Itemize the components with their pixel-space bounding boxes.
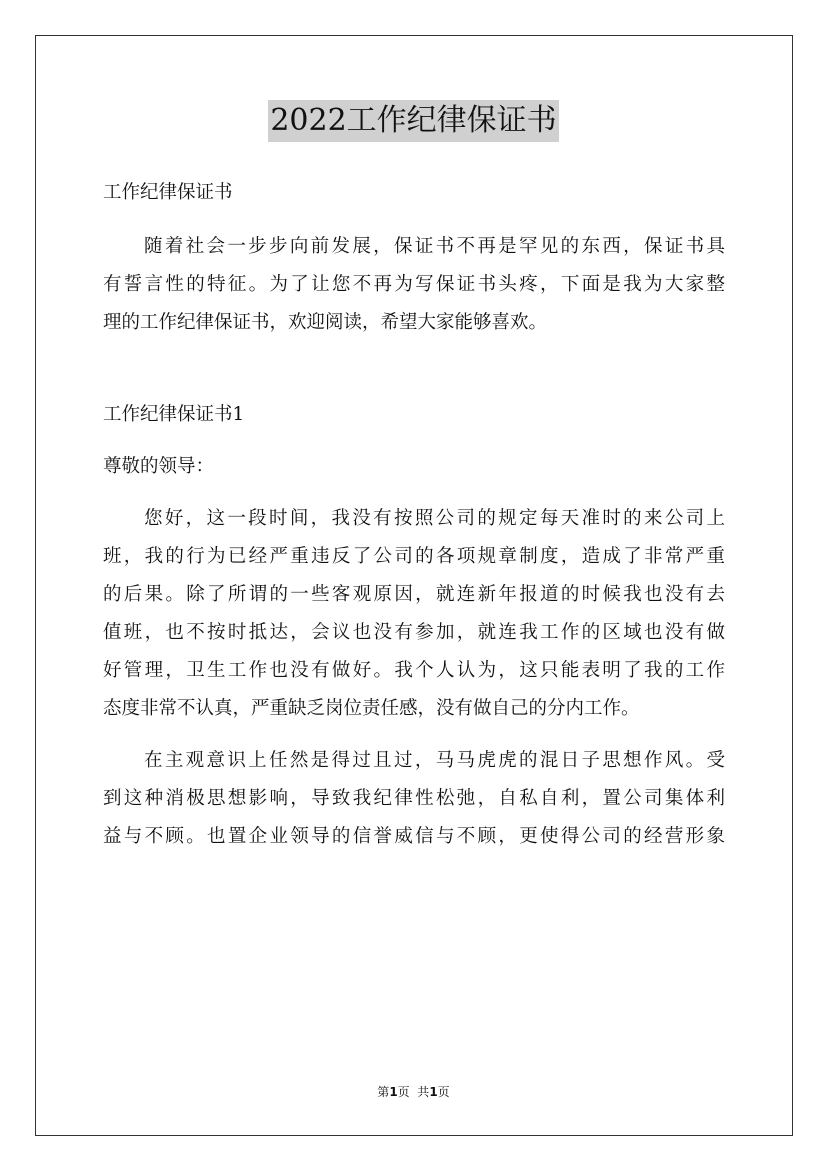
text-line: 态度非常不认真，严重缺乏岗位责任感，没有做自己的分内工作。 — [103, 698, 640, 719]
subtitle: 工作纪律保证书 — [103, 182, 233, 203]
section-heading: 工作纪律保证书1 — [103, 404, 245, 425]
title-container — [0, 100, 827, 142]
text-line: 您好，这一段时间，我没有按照公司的规定每天准时的来公司上 — [144, 508, 725, 529]
document-body — [103, 174, 725, 856]
page-label-pre: 第 — [377, 1085, 390, 1099]
text-line: 到这种消极思想影响，导致我纪律性松弛，自私自利，置公司集体利 — [103, 788, 725, 809]
text-line: 好管理，卫生工作也没有做好。我个人认为，这只能表明了我的工作 — [103, 660, 725, 681]
page-total: 1 — [429, 1085, 438, 1099]
text-line: 值班，也不按时抵达，会议也没有参加，就连我工作的区域也没有做 — [103, 622, 725, 643]
text-line: 班，我的行为已经严重违反了公司的各项规章制度，造成了非常严重 — [103, 546, 725, 567]
text-line: 理的工作纪律保证书，欢迎阅读，希望大家能够喜欢。 — [103, 312, 548, 333]
intro-paragraph — [103, 228, 725, 342]
page-label-mid: 页 共 — [397, 1085, 430, 1099]
text-line: 有誓言性的特征。为了让您不再为写保证书头疼，下面是我为大家整 — [103, 274, 725, 295]
body-paragraph-2 — [103, 742, 725, 856]
document-title: 2022工作纪律保证书 — [268, 100, 558, 142]
body-paragraph-1 — [103, 500, 725, 728]
page-number: 1 — [389, 1085, 398, 1099]
text-line: 在主观意识上任然是得过且过，马马虎虎的混日子思想作风。受 — [144, 750, 725, 771]
text-line: 随着社会一步步向前发展，保证书不再是罕见的东西，保证书具 — [144, 236, 725, 257]
text-line: 益与不顾。也置企业领导的信誉威信与不顾，更使得公司的经营形象 — [103, 826, 725, 847]
page-label-post: 页 — [437, 1085, 450, 1099]
page-footer — [0, 1083, 827, 1100]
salutation: 尊敬的领导： — [103, 456, 215, 477]
text-line: 的后果。除了所谓的一些客观原因，就连新年报道的时候我也没有去 — [103, 584, 725, 605]
